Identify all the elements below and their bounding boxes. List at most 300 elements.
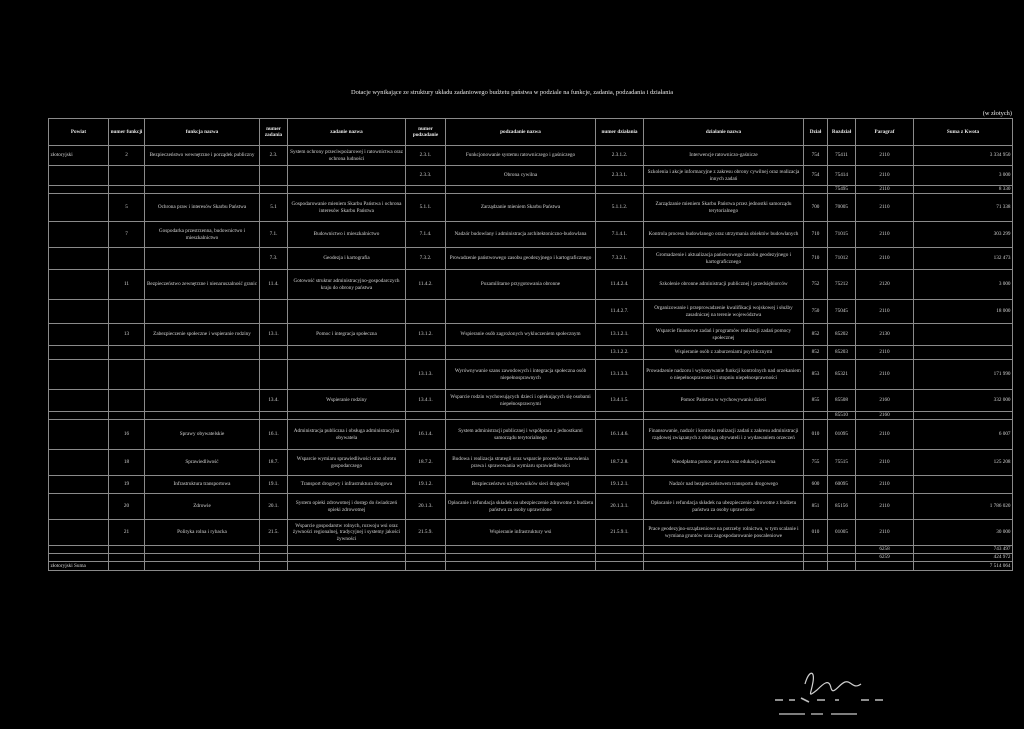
cell-powiat (49, 412, 109, 420)
cell-rozdzial: 75045 (828, 300, 856, 324)
cell-numer-zadania (260, 412, 288, 420)
cell-podzadanie-nazwa: Opłacanie i refundacja składek na ubezpieczenie zdrowotne z budżetu państwa za osoby uprawnione (446, 494, 596, 520)
cell-powiat (49, 186, 109, 194)
cell-zadanie-nazwa: Wspieranie rodziny (288, 390, 406, 412)
cell-dzialanie-nazwa: Pomoc Państwa w wychowywaniu dzieci (644, 390, 804, 412)
cell-podzadanie-nazwa: Zarządzanie mieniem Skarbu Państwa (446, 194, 596, 222)
cell-powiat (49, 222, 109, 248)
table-row (49, 562, 1013, 571)
cell-numer-dzialania: 7.3.2.1. (596, 248, 644, 270)
cell-paragraf: 2110 (856, 494, 914, 520)
cell-dzial (804, 186, 828, 194)
cell-numer-podzadania: 2.3.3. (406, 166, 446, 186)
cell-podzadanie-nazwa: Budowa i realizacja strategii oraz wsparcie procesów stanowienia prawa i sprawowania wymiaru sprawiedliwości (446, 450, 596, 476)
cell-zadanie-nazwa: Administracja publiczna i obsługa administracyjna obywatela (288, 420, 406, 450)
cell-dzialanie-nazwa: Nadzór nad bezpieczeństwem transportu drogowego (644, 476, 804, 494)
cell-podzadanie-nazwa (446, 186, 596, 194)
document-title: Dotacje wynikające ze struktury układu zadaniowego budżetu państwa w podziale na funkcje, zadania, podzadania i działania (350, 89, 674, 96)
cell-numer-podzadania (406, 300, 446, 324)
cell-numer-zadania: 20.1. (260, 494, 288, 520)
cell-funkcja-nazwa: Ochrona praw i interesów Skarbu Państwa (145, 194, 260, 222)
cell-numer-podzadania: 13.1.3. (406, 360, 446, 390)
col-suma-kwota: Suma z Kwota (914, 119, 1013, 146)
cell-dzial: 710 (804, 222, 828, 248)
table-row (49, 390, 1013, 412)
cell-rozdzial: 85202 (828, 324, 856, 346)
cell-numer-dzialania (596, 562, 644, 571)
cell-podzadanie-nazwa (446, 346, 596, 360)
cell-dzialanie-nazwa (644, 562, 804, 571)
cell-dzial (804, 562, 828, 571)
cell-podzadanie-nazwa: Wspieranie osób zagrożonych wykluczeniem społecznym (446, 324, 596, 346)
cell-numer-funkcji: 11 (109, 270, 145, 300)
cell-powiat (49, 166, 109, 186)
cell-numer-podzadania: 11.4.2. (406, 270, 446, 300)
cell-numer-zadania (260, 360, 288, 390)
cell-podzadanie-nazwa: Prowadzenie państwowego zasobu geodezyjnego i kartograficznego (446, 248, 596, 270)
cell-dzialanie-nazwa: Wspieranie osób z zaburzeniami psychicznymi (644, 346, 804, 360)
cell-funkcja-nazwa: Polityka rolna i rybacka (145, 520, 260, 546)
cell-powiat (49, 520, 109, 546)
cell-zadanie-nazwa (288, 546, 406, 554)
cell-numer-zadania (260, 562, 288, 571)
cell-dzialanie-nazwa: Zarządzanie mieniem Skarbu Państwa przez jednostki samorządu terytorialnego (644, 194, 804, 222)
cell-dzialanie-nazwa: Szkolenie obronne administracji publicznej i przedsiębiorców (644, 270, 804, 300)
cell-dzial: 010 (804, 420, 828, 450)
cell-numer-funkcji (109, 390, 145, 412)
cell-suma-kwota: 18 000 (914, 300, 1013, 324)
col-zadanie-nazwa: zadanie nazwa (288, 119, 406, 146)
cell-funkcja-nazwa: Sprawy obywatelskie (145, 420, 260, 450)
cell-numer-dzialania (596, 186, 644, 194)
col-funkcja-nazwa: funkcja nazwa (145, 119, 260, 146)
cell-suma-kwota: 132 473 (914, 248, 1013, 270)
cell-numer-funkcji: 7 (109, 222, 145, 248)
cell-paragraf: 2110 (856, 476, 914, 494)
cell-dzialanie-nazwa: Wsparcie finansowe zadań i programów realizacji zadań pomocy społecznej (644, 324, 804, 346)
cell-paragraf: 2110 (856, 300, 914, 324)
cell-paragraf: 2110 (856, 194, 914, 222)
cell-paragraf: 6258 (856, 546, 914, 554)
cell-suma-kwota (914, 476, 1013, 494)
cell-zadanie-nazwa (288, 166, 406, 186)
cell-paragraf: 2160 (856, 390, 914, 412)
cell-powiat (49, 390, 109, 412)
cell-dzial: 853 (804, 360, 828, 390)
cell-numer-zadania (260, 166, 288, 186)
cell-suma-kwota (914, 412, 1013, 420)
cell-paragraf: 2110 (856, 450, 914, 476)
cell-dzialanie-nazwa: Nieodpłatna pomoc prawna oraz edukacja prawna (644, 450, 804, 476)
cell-dzial: 010 (804, 520, 828, 546)
cell-suma-kwota (914, 346, 1013, 360)
cell-funkcja-nazwa (145, 248, 260, 270)
cell-paragraf: 2110 (856, 222, 914, 248)
cell-numer-funkcji (109, 562, 145, 571)
cell-numer-dzialania: 13.1.2.1. (596, 324, 644, 346)
col-powiat: Powiat (49, 119, 109, 146)
cell-powiat: złotoryjski Suma (49, 562, 109, 571)
table-row (49, 300, 1013, 324)
cell-dzialanie-nazwa (644, 546, 804, 554)
cell-zadanie-nazwa: Wsparcie gospodarstw rolnych, rozwoju wsi oraz żywności regionalnej, tradycyjnej i systemy jakości żywności (288, 520, 406, 546)
cell-dzial: 851 (804, 494, 828, 520)
table-row (49, 186, 1013, 194)
cell-rozdzial: 75495 (828, 186, 856, 194)
table-row (49, 476, 1013, 494)
cell-suma-kwota (914, 324, 1013, 346)
cell-numer-podzadania (406, 562, 446, 571)
cell-podzadanie-nazwa: Wspieranie infrastruktury wsi (446, 520, 596, 546)
unit-note: (w złotych) (982, 110, 1012, 117)
cell-numer-podzadania (406, 554, 446, 562)
cell-funkcja-nazwa (145, 346, 260, 360)
cell-suma-kwota: 6 007 (914, 420, 1013, 450)
col-numer-podzadania: numer podzadanie (406, 119, 446, 146)
cell-funkcja-nazwa (145, 412, 260, 420)
cell-rozdzial: 70005 (828, 194, 856, 222)
cell-numer-dzialania: 11.4.2.7. (596, 300, 644, 324)
cell-podzadanie-nazwa: System administracji publicznej i współpraca z jednostkami samorządu terytorialnego (446, 420, 596, 450)
table-row (49, 324, 1013, 346)
cell-numer-funkcji: 20 (109, 494, 145, 520)
cell-funkcja-nazwa (145, 360, 260, 390)
cell-paragraf: 2110 (856, 166, 914, 186)
cell-paragraf: 2160 (856, 412, 914, 420)
cell-paragraf (856, 562, 914, 571)
cell-powiat (49, 270, 109, 300)
cell-numer-dzialania: 2.3.1.2. (596, 146, 644, 166)
col-dzial: Dział (804, 119, 828, 146)
cell-rozdzial: 85203 (828, 346, 856, 360)
cell-funkcja-nazwa: Gospodarka przestrzenna, budownictwo i mieszkalnictwo (145, 222, 260, 248)
cell-dzial: 852 (804, 346, 828, 360)
col-paragraf: Paragraf (856, 119, 914, 146)
cell-zadanie-nazwa (288, 412, 406, 420)
cell-dzialanie-nazwa: Kontrola procesu budowlanego oraz utrzymania obiektów budowlanych (644, 222, 804, 248)
table-body (49, 146, 1013, 571)
cell-podzadanie-nazwa (446, 300, 596, 324)
cell-numer-zadania: 13.1. (260, 324, 288, 346)
cell-funkcja-nazwa (145, 166, 260, 186)
cell-suma-kwota: 3 000 (914, 270, 1013, 300)
cell-funkcja-nazwa (145, 390, 260, 412)
cell-numer-dzialania (596, 412, 644, 420)
cell-numer-podzadania: 20.1.3. (406, 494, 446, 520)
cell-funkcja-nazwa: Zdrowie (145, 494, 260, 520)
cell-numer-zadania: 21.5. (260, 520, 288, 546)
cell-paragraf: 2110 (856, 360, 914, 390)
cell-numer-podzadania: 19.1.2. (406, 476, 446, 494)
cell-zadanie-nazwa: System ochrony przeciwpożarowej i ratownictwa oraz ochrona ludności (288, 146, 406, 166)
cell-zadanie-nazwa (288, 186, 406, 194)
cell-powiat (49, 194, 109, 222)
col-numer-zadania: numer zadania (260, 119, 288, 146)
cell-funkcja-nazwa (145, 546, 260, 554)
cell-rozdzial: 71015 (828, 222, 856, 248)
handwritten-signature-icon (765, 664, 915, 724)
cell-numer-funkcji (109, 554, 145, 562)
cell-numer-funkcji (109, 166, 145, 186)
cell-numer-zadania: 5.1 (260, 194, 288, 222)
cell-rozdzial: 85508 (828, 390, 856, 412)
cell-numer-zadania (260, 300, 288, 324)
col-rozdzial: Rozdział (828, 119, 856, 146)
table-row (49, 360, 1013, 390)
cell-numer-funkcji: 16 (109, 420, 145, 450)
cell-zadanie-nazwa: Geodezja i kartografia (288, 248, 406, 270)
cell-numer-podzadania (406, 546, 446, 554)
cell-powiat (49, 324, 109, 346)
cell-rozdzial (828, 562, 856, 571)
cell-suma-kwota: 30 000 (914, 520, 1013, 546)
col-podzadanie-nazwa: podzadanie nazwa (446, 119, 596, 146)
cell-podzadanie-nazwa: Pozamilitarne przygotowania obronne (446, 270, 596, 300)
table-row (49, 546, 1013, 554)
cell-rozdzial (828, 546, 856, 554)
cell-podzadanie-nazwa: Obrona cywilna (446, 166, 596, 186)
cell-numer-funkcji (109, 346, 145, 360)
cell-funkcja-nazwa (145, 554, 260, 562)
cell-paragraf: 6259 (856, 554, 914, 562)
cell-numer-podzadania: 5.1.1. (406, 194, 446, 222)
cell-dzialanie-nazwa: Prace geodezyjno-urządzeniowe na potrzeby rolnictwa, w tym scalanie i wymiana gruntów oraz zagospodarowanie poscaleniowe (644, 520, 804, 546)
cell-rozdzial: 01005 (828, 520, 856, 546)
cell-numer-podzadania (406, 412, 446, 420)
cell-numer-dzialania: 18.7.2.8. (596, 450, 644, 476)
cell-zadanie-nazwa: Budownictwo i mieszkalnictwo (288, 222, 406, 248)
cell-dzialanie-nazwa (644, 412, 804, 420)
cell-zadanie-nazwa: Wsparcie wymiaru sprawiedliwości oraz obrotu gospodarczego (288, 450, 406, 476)
cell-dzialanie-nazwa: Gromadzenie i aktualizacja państwowego zasobu geodezyjnego i kartograficznego (644, 248, 804, 270)
cell-suma-kwota: 303 299 (914, 222, 1013, 248)
cell-paragraf: 2130 (856, 324, 914, 346)
cell-rozdzial: 85156 (828, 494, 856, 520)
cell-numer-zadania: 13.4. (260, 390, 288, 412)
cell-numer-podzadania: 18.7.2. (406, 450, 446, 476)
cell-paragraf: 2120 (856, 270, 914, 300)
cell-powiat (49, 554, 109, 562)
cell-podzadanie-nazwa (446, 554, 596, 562)
cell-numer-podzadania: 16.1.4. (406, 420, 446, 450)
col-numer-funkcji: numer funkcji (109, 119, 145, 146)
cell-numer-funkcji (109, 412, 145, 420)
cell-paragraf: 2110 (856, 420, 914, 450)
cell-numer-funkcji (109, 360, 145, 390)
cell-numer-dzialania: 20.1.3.1. (596, 494, 644, 520)
cell-rozdzial: 75515 (828, 450, 856, 476)
table-row (49, 520, 1013, 546)
cell-paragraf: 2110 (856, 520, 914, 546)
cell-numer-dzialania: 5.1.1.2. (596, 194, 644, 222)
cell-zadanie-nazwa (288, 562, 406, 571)
cell-numer-podzadania (406, 346, 446, 360)
cell-zadanie-nazwa: Transport drogowy i infrastruktura drogowa (288, 476, 406, 494)
cell-podzadanie-nazwa (446, 562, 596, 571)
cell-powiat (49, 360, 109, 390)
table-row (49, 146, 1013, 166)
cell-numer-zadania (260, 186, 288, 194)
cell-zadanie-nazwa (288, 554, 406, 562)
cell-powiat (49, 248, 109, 270)
cell-funkcja-nazwa: Sprawiedliwość (145, 450, 260, 476)
cell-numer-funkcji (109, 546, 145, 554)
cell-paragraf: 2110 (856, 186, 914, 194)
cell-numer-podzadania: 13.1.2. (406, 324, 446, 346)
cell-paragraf: 2110 (856, 146, 914, 166)
cell-paragraf: 2110 (856, 346, 914, 360)
cell-zadanie-nazwa: System opieki zdrowotnej i dostęp do świadczeń opieki zdrowotnej (288, 494, 406, 520)
cell-powiat: złotoryjski (49, 146, 109, 166)
cell-dzial: 855 (804, 390, 828, 412)
cell-numer-zadania: 19.1. (260, 476, 288, 494)
cell-numer-funkcji (109, 186, 145, 194)
cell-numer-zadania: 11.4. (260, 270, 288, 300)
table-row (49, 194, 1013, 222)
cell-powiat (49, 450, 109, 476)
cell-numer-funkcji: 2 (109, 146, 145, 166)
cell-suma-kwota: 8 330 (914, 186, 1013, 194)
cell-podzadanie-nazwa: Nadzór budowlany i administracja architektoniczno-budowlana (446, 222, 596, 248)
table-row (49, 450, 1013, 476)
cell-powiat (49, 494, 109, 520)
cell-dzial (804, 546, 828, 554)
cell-numer-dzialania (596, 546, 644, 554)
cell-rozdzial: 01095 (828, 420, 856, 450)
cell-dzial: 852 (804, 324, 828, 346)
cell-numer-dzialania: 16.1.4.6. (596, 420, 644, 450)
cell-zadanie-nazwa: Gotowość struktur administracyjno-gospodarczych kraju do obrony państwa (288, 270, 406, 300)
cell-suma-kwota: 71 338 (914, 194, 1013, 222)
cell-suma-kwota: 7 514 064 (914, 562, 1013, 571)
cell-dzial: 710 (804, 248, 828, 270)
cell-paragraf: 2110 (856, 248, 914, 270)
cell-suma-kwota: 171 990 (914, 360, 1013, 390)
header-row (49, 119, 1013, 146)
table-row (49, 248, 1013, 270)
cell-numer-funkcji (109, 248, 145, 270)
cell-numer-podzadania (406, 186, 446, 194)
cell-numer-zadania (260, 554, 288, 562)
cell-numer-podzadania: 21.5.9. (406, 520, 446, 546)
cell-numer-dzialania: 11.4.2.4. (596, 270, 644, 300)
cell-numer-zadania (260, 546, 288, 554)
cell-rozdzial: 75414 (828, 166, 856, 186)
cell-numer-funkcji: 19 (109, 476, 145, 494)
cell-dzialanie-nazwa (644, 554, 804, 562)
cell-suma-kwota: 424 972 (914, 554, 1013, 562)
cell-numer-zadania: 16.1. (260, 420, 288, 450)
cell-numer-dzialania: 19.1.2.1. (596, 476, 644, 494)
cell-rozdzial: 60095 (828, 476, 856, 494)
cell-dzial: 600 (804, 476, 828, 494)
cell-numer-funkcji: 13 (109, 324, 145, 346)
table-row (49, 166, 1013, 186)
cell-dzialanie-nazwa (644, 186, 804, 194)
cell-numer-dzialania: 13.4.1.5. (596, 390, 644, 412)
cell-numer-funkcji: 5 (109, 194, 145, 222)
cell-podzadanie-nazwa: Bezpieczeństwo użytkowników sieci drogowej (446, 476, 596, 494)
table-row (49, 222, 1013, 248)
cell-rozdzial: 85321 (828, 360, 856, 390)
cell-numer-podzadania: 2.3.1. (406, 146, 446, 166)
cell-numer-zadania: 7.3. (260, 248, 288, 270)
cell-numer-funkcji: 18 (109, 450, 145, 476)
cell-numer-funkcji (109, 300, 145, 324)
table-row (49, 270, 1013, 300)
table-row (49, 554, 1013, 562)
col-numer-dzialania: numer działania (596, 119, 644, 146)
cell-dzial (804, 412, 828, 420)
cell-suma-kwota: 1 786 020 (914, 494, 1013, 520)
cell-podzadanie-nazwa (446, 546, 596, 554)
cell-numer-dzialania: 13.1.3.3. (596, 360, 644, 390)
cell-dzial: 755 (804, 450, 828, 476)
cell-numer-dzialania: 7.1.4.1. (596, 222, 644, 248)
cell-numer-podzadania: 13.4.1. (406, 390, 446, 412)
cell-rozdzial: 85510 (828, 412, 856, 420)
cell-funkcja-nazwa (145, 562, 260, 571)
cell-numer-dzialania: 13.1.2.2. (596, 346, 644, 360)
cell-podzadanie-nazwa: Wsparcie rodzin wychowujących dzieci i opiekujących się osobami niepełnosprawnymi (446, 390, 596, 412)
cell-podzadanie-nazwa: Funkcjonowanie systemu ratowniczego i gaśniczego (446, 146, 596, 166)
cell-zadanie-nazwa (288, 346, 406, 360)
table-row (49, 346, 1013, 360)
cell-dzialanie-nazwa: Finansowanie, nadzór i kontrola realizacji zadań z zakresu administracji rządowej związanych z obsługą obywateli i z wydawaniem orzeczeń (644, 420, 804, 450)
cell-powiat (49, 346, 109, 360)
cell-suma-kwota: 743 497 (914, 546, 1013, 554)
cell-rozdzial (828, 554, 856, 562)
table-row (49, 412, 1013, 420)
cell-powiat (49, 476, 109, 494)
cell-powiat (49, 300, 109, 324)
cell-zadanie-nazwa: Pomoc i integracja społeczna (288, 324, 406, 346)
cell-numer-zadania: 7.1. (260, 222, 288, 248)
cell-dzial: 700 (804, 194, 828, 222)
budget-table (48, 118, 1013, 571)
cell-dzialanie-nazwa: Organizowanie i przeprowadzenie kwalifikacji wojskowej i służby zasadniczej na terenie województwa (644, 300, 804, 324)
cell-numer-podzadania: 7.1.4. (406, 222, 446, 248)
cell-podzadanie-nazwa: Wyrównywanie szans zawodowych i integracja społeczna osób niepełnosprawnych (446, 360, 596, 390)
cell-funkcja-nazwa (145, 300, 260, 324)
cell-zadanie-nazwa: Gospodarowanie mieniem Skarbu Państwa i ochrona interesów Skarbu Państwa (288, 194, 406, 222)
cell-podzadanie-nazwa (446, 412, 596, 420)
cell-powiat (49, 546, 109, 554)
table-row (49, 420, 1013, 450)
cell-numer-funkcji: 21 (109, 520, 145, 546)
table-row (49, 494, 1013, 520)
cell-suma-kwota: 3 334 950 (914, 146, 1013, 166)
cell-powiat (49, 420, 109, 450)
cell-dzial: 754 (804, 146, 828, 166)
cell-dzial: 754 (804, 166, 828, 186)
cell-suma-kwota: 125 208 (914, 450, 1013, 476)
cell-numer-zadania: 2.3. (260, 146, 288, 166)
cell-funkcja-nazwa: Bezpieczeństwo zewnętrzne i nienaruszalność granic (145, 270, 260, 300)
cell-funkcja-nazwa: Zabezpieczenie społeczne i wspieranie rodziny (145, 324, 260, 346)
cell-funkcja-nazwa: Bezpieczeństwo wewnętrzne i porządek publiczny (145, 146, 260, 166)
cell-numer-dzialania: 2.3.3.1. (596, 166, 644, 186)
cell-funkcja-nazwa (145, 186, 260, 194)
col-dzialanie-nazwa: działanie nazwa (644, 119, 804, 146)
cell-rozdzial: 75411 (828, 146, 856, 166)
cell-numer-zadania: 18.7. (260, 450, 288, 476)
cell-rozdzial: 71012 (828, 248, 856, 270)
cell-rozdzial: 75212 (828, 270, 856, 300)
cell-numer-dzialania (596, 554, 644, 562)
cell-suma-kwota: 3 000 (914, 166, 1013, 186)
cell-numer-zadania (260, 346, 288, 360)
